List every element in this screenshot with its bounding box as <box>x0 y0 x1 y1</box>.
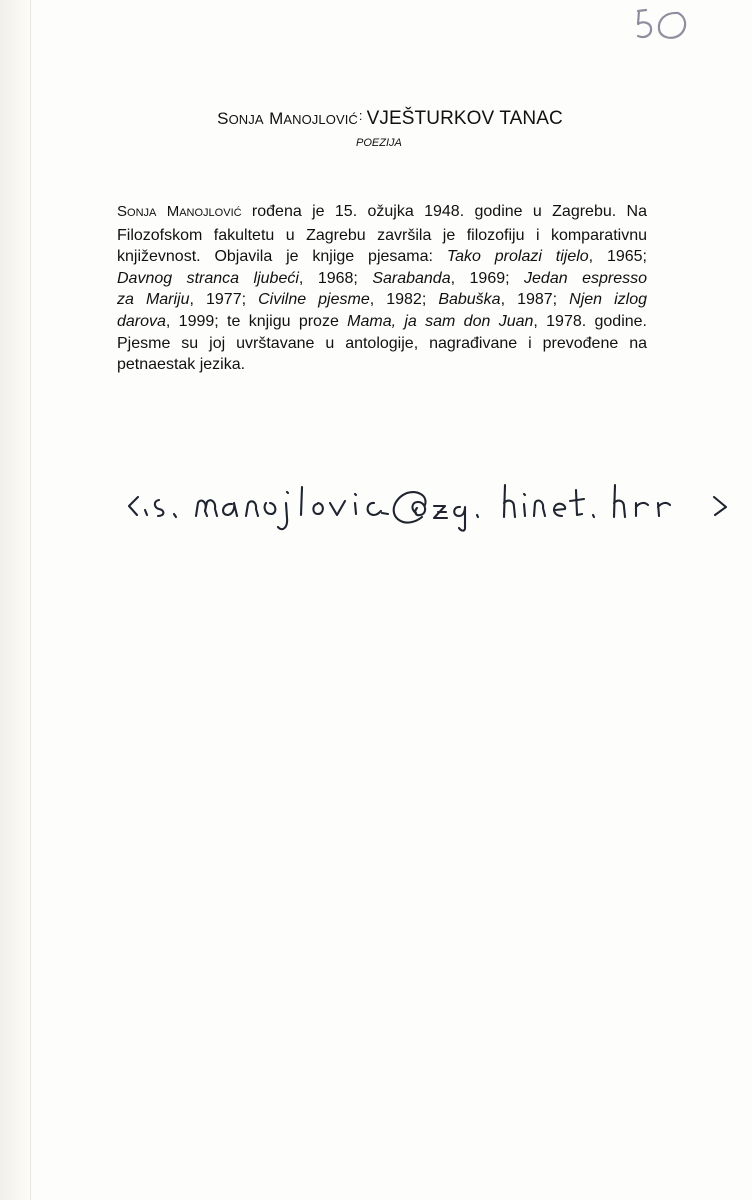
bio-line-4-text-b: , 1969; <box>450 269 525 287</box>
bio-line-5 <box>117 289 647 311</box>
book-title-civilne-pjesme: Civilne pjesme <box>258 291 370 309</box>
bio-line-5-text-b: , 1982; <box>369 291 439 309</box>
author-first-initial: S <box>217 109 229 128</box>
series-label: POEZIJA <box>356 137 402 149</box>
bio-line-3-text-b: , 1965; <box>588 248 648 266</box>
bio-line-4-text-a: , 1968; <box>298 269 373 287</box>
author-first-rest: ONJA <box>228 112 264 127</box>
book-title-jedan-espresso: Jedan espresso <box>524 269 647 287</box>
handwritten-page-number <box>632 4 702 46</box>
bio-name-last-initial: M <box>166 203 180 220</box>
author-last-rest: ANOJLOVIĆ <box>283 112 358 127</box>
book-title-tako-prolazi-tijelo: Tako prolazi tijelo <box>446 248 589 266</box>
bio-line-3 <box>117 246 647 268</box>
page-gutter-shadow <box>0 0 34 1200</box>
bio-line-7: Pjesme su joj uvrštavane u antologije, nagrađivane i prevođene na <box>117 334 647 352</box>
book-title-njen-izlog: Njen izlog <box>569 291 648 309</box>
page-header <box>0 108 752 130</box>
bio-line-6-text-a: , 1999; te knjigu proze <box>165 312 348 330</box>
author-last-initial: M <box>269 109 284 128</box>
book-title: VJEŠTURKOV TANAC <box>366 108 563 129</box>
book-title-babuska: Babuška <box>438 291 501 309</box>
bio-name-first-initial: S <box>117 203 128 220</box>
bio-line-6-text-b: , 1978. godine. <box>533 312 647 330</box>
header-separator: : <box>358 108 363 123</box>
bio-line-1 <box>117 201 647 225</box>
bio-line-8: petnaestak jezika. <box>117 356 246 374</box>
book-title-sarabanda: Sarabanda <box>372 269 451 287</box>
book-title-davnog-stranca: Davnog stranca ljubeći <box>117 269 299 287</box>
bio-line-2: Filozofskom fakultetu u Zagrebu završila je filozofiju i komparativnu <box>117 226 647 244</box>
bio-line-1-text: rođena je 15. ožujka 1948. godine u Zagrebu. Na <box>241 203 647 220</box>
author-biography <box>117 201 647 376</box>
bio-line-5-text-c: , 1987; <box>500 291 570 309</box>
bio-line-5-text-a: , 1977; <box>189 291 259 309</box>
bio-name-last-rest: ANOJLOVIĆ <box>179 207 242 219</box>
book-title-mama-ja-sam-don-juan: Mama, ja sam don Juan <box>347 312 534 330</box>
bio-name-first-rest: ONJA <box>127 207 157 219</box>
bio-line-4 <box>117 268 647 290</box>
header-author-title <box>14 108 752 130</box>
book-title-darova: darova <box>117 312 166 330</box>
bio-line-3-text-a: književnost. Objavila je knjige pjesama: <box>117 248 447 266</box>
page-gutter-line <box>30 0 31 1200</box>
handwritten-email-note <box>116 470 752 560</box>
book-title-za-mariju: za Mariju <box>117 291 190 309</box>
bio-line-6 <box>117 311 647 333</box>
